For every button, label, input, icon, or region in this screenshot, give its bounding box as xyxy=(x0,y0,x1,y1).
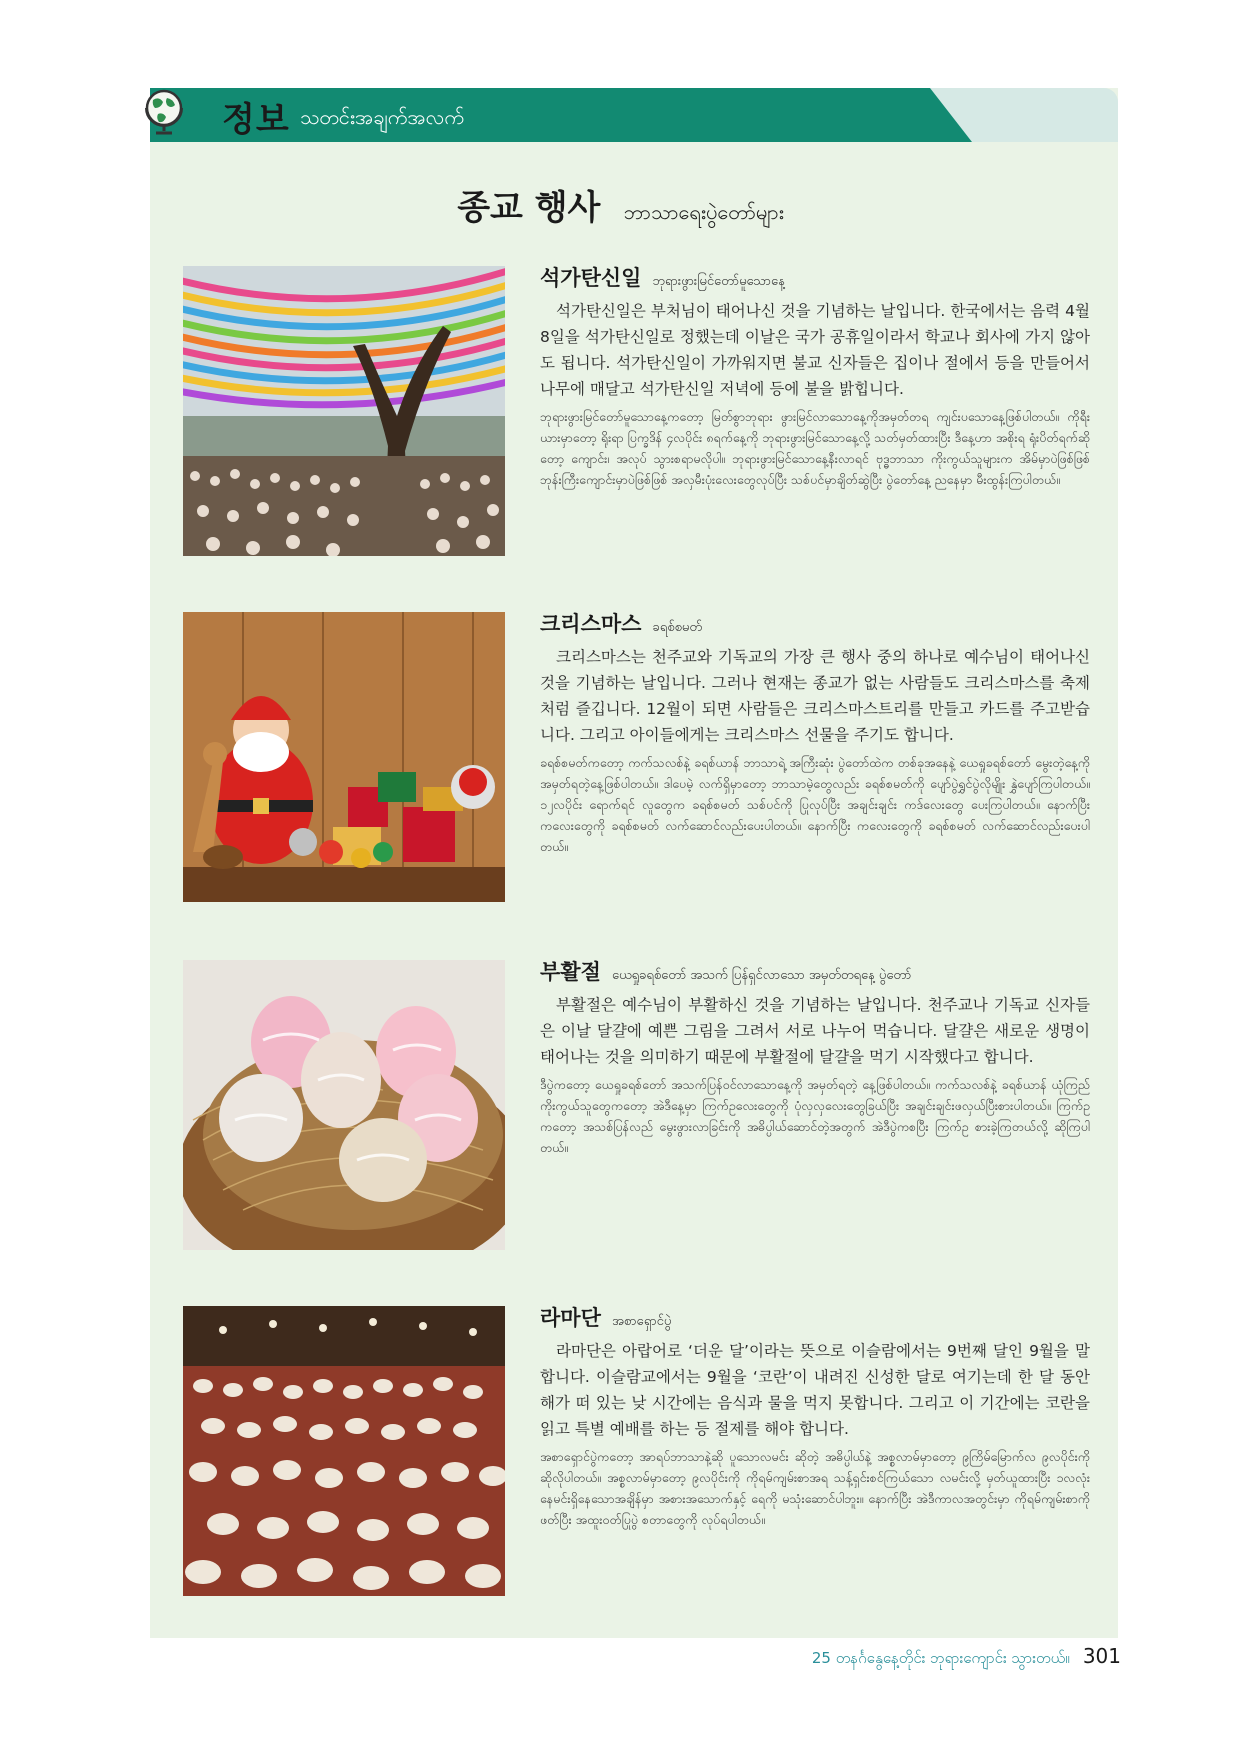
page-title xyxy=(0,180,1241,229)
section-christmas xyxy=(540,608,1090,857)
section-buddha-birthday xyxy=(540,262,1090,490)
section-body-korean: 라마단은 아랍어로 ‘더운 달’이라는 뜻으로 이슬람에서는 9번째 달인 9월을 말합니다. 이슬람교에서는 9월을 ‘코란’이 내려진 신성한 달로 여기는데 한 달 동안 해가 떠 있는 낮 시간에는 음식과 물을 먹지 못합니다. 그리고 이 기간에는 코란을 읽고 특별 예배를 하는 등 절제를 해야 합니다. xyxy=(540,1342,1090,1438)
ramadan-photo xyxy=(183,1306,505,1596)
section-ramadan xyxy=(540,1302,1090,1530)
page-number: 301 xyxy=(1082,1644,1121,1668)
section-body-burmese: အစာရှောင်ပွဲကတော့ အာရပ်ဘာသာနဲ့ဆို ပူသောလမင်း ဆိုတဲ့ အဓိပ္ပါယ်နဲ့ အစ္စလာမ်မှာတော့ ၉ကြိမ်မြောက်လ ၉လပိုင်းကို ဆိုလိုပါတယ်။ အစ္စလာမ်မှာတော့ ၉လပိုင်းကို ကိုရမ်ကျမ်းစာအရ သန့်ရှင်းစင်ကြယ်သော လမင်းလို့ မှတ်ယူထားပြီး ၁လလုံး နေမင်းရှိနေသောအချိန်မှာ အစားအသောက်နှင့် ရေကို မသုံးဆောင်ပါဘူး။ နောက်ပြီး အဲဒီကာလအတွင်းမှာ ကိုရမ်ကျမ်းစာကို ဖတ်ပြီး အထူးဝတ်ပြုပွဲ စတာတွေကို လုပ်ရပါတယ်။ xyxy=(540,1449,1090,1527)
christmas-photo xyxy=(183,612,505,902)
section-heading xyxy=(540,262,1090,292)
banner-green-band xyxy=(150,88,1118,142)
banner-subtitle: သတင်းအချက်အလက် xyxy=(300,105,465,129)
section-title-korean: 크리스마스 xyxy=(540,612,642,636)
section-title-korean: 부활절 xyxy=(540,960,601,984)
section-heading xyxy=(540,956,1090,986)
section-heading xyxy=(540,1302,1090,1332)
section-body-burmese: ဒီပွဲကတော့ ယေရှုခရစ်တော် အသက်ပြန်ဝင်လာသောနေ့ကို အမှတ်ရတဲ့ နေ့ဖြစ်ပါတယ်။ ကက်သလစ်နဲ့ ခရစ်ယာန် ယုံကြည်ကိုးကွယ်သူတွေကတော့ အဲဒီနေ့မှာ ကြက်ဥလေးတွေကို ပုံလှလှလေးတွေခြယ်ပြီး အချင်းချင်းဖလှယ်ပြီးစားပါတယ်။ ကြက်ဥကတော့ အသစ်ပြန်လည် မွေးဖွားလာခြင်းကို အဓိပ္ပါယ်ဆောင်တဲ့အတွက် အဲဒီပွဲကစပြီး ကြက်ဥ စားခဲ့ကြတယ်လို့ ဆိုကြပါတယ်။ xyxy=(540,1077,1090,1155)
globe-icon xyxy=(143,88,185,138)
section-title-korean: 라마단 xyxy=(540,1306,601,1330)
page-footer xyxy=(812,1644,1121,1671)
page-title-korean: 종교 행사 xyxy=(457,188,601,228)
section-body-burmese: ဘုရားဖွားမြင်တော်မူသောနေ့ကတော့ မြတ်စွာဘုရား ဖွားမြင်လာသောနေ့ကိုအမှတ်တရ ကျင်းပသောနေ့ဖြစ်ပါတယ်။ ကိုရီးယားမှာတော့ ရိုးရာ ပြက္ခဒိန် ၄လပိုင်း ၈ရက်နေ့ကို ဘုရားဖွားမြင်သောနေ့လို့ သတ်မှတ်ထားပြီး ဒီနေ့ဟာ အစိုးရ ရုံးပိတ်ရက်ဆိုတော့ ကျောင်း၊ အလုပ် သွားစရာမလိုပါ။ ဘုရားဖွားမြင်သောနေ့နီးလာရင် ဗုဒ္ဓဘာသာ ကိုးကွယ်သူများက အိမ်မှာပဲဖြစ်ဖြစ် ဘုန်းကြီးကျောင်းမှာပဲဖြစ်ဖြစ် အလှမီးပုံးလေးတွေလုပ်ပြီး သစ်ပင်မှာချိတ်ဆွဲပြီး ပွဲတော်နေ့ ညနေမှာ မီးထွန်းကြပါတယ်။ xyxy=(540,409,1090,487)
section-body-korean: 크리스마스는 천주교와 기독교의 가장 큰 행사 중의 하나로 예수님이 태어나신 것을 기념하는 날입니다. 그러나 현재는 종교가 없는 사람들도 크리스마스를 축제처럼 즐깁니다. 12월이 되면 사람들은 크리스마스트리를 만들고 카드를 주고받습니다. 그리고 아이들에게는 크리스마스 선물을 주기도 합니다. xyxy=(540,648,1090,744)
easter-photo xyxy=(183,960,505,1250)
section-body-korean: 부활절은 예수님이 부활하신 것을 기념하는 날입니다. 천주교나 기독교 신자들은 이날 달걀에 예쁜 그림을 그려서 서로 나누어 먹습니다. 달걀은 새로운 생명이 태어나는 것을 의미하기 때문에 부활절에 달걀을 먹기 시작했다고 합니다. xyxy=(540,996,1090,1066)
header-banner xyxy=(150,88,1118,142)
section-body-korean: 석가탄신일은 부처님이 태어나신 것을 기념하는 날입니다. 한국에서는 음력 4월 8일을 석가탄신일로 정했는데 이날은 국가 공휴일이라서 학교나 회사에 가지 않아도 됩니다. 석가탄신일이 가까워지면 불교 신자들은 집이나 절에서 등을 만들어서 나무에 매달고 석가탄신일 저녁에 등에 불을 밝힙니다. xyxy=(540,302,1090,398)
footer-text: 25 တနင်္ဂနွေနေ့တိုင်း ဘုရားကျောင်း သွားတယ်။ xyxy=(811,1649,1070,1667)
section-easter xyxy=(540,956,1090,1158)
section-title-burmese: ခရစ်စမတ် xyxy=(652,620,703,635)
section-body-burmese: ခရစ်စမတ်ကတော့ ကက်သလစ်နဲ့ ခရစ်ယာန် ဘာသာရဲ့ အကြီးဆုံး ပွဲတော်ထဲက တစ်ခုအနေနဲ့ ယေရှုခရစ်တော် မွေးတဲ့နေ့ကို အမှတ်ရတဲ့နေ့ဖြစ်ပါတယ်။ ဒါပေမဲ့ လက်ရှိမှာတော့ ဘာသာမဲ့တွေလည်း ခရစ်စမတ်ကို ပျော်ပွဲရွှင်ပွဲလိုမျိုး နွှဲပျော်ကြပါတယ်။ ၁၂လပိုင်း ရောက်ရင် လူတွေက ခရစ်စမတ် သစ်ပင်ကို ပြုလုပ်ပြီး အချင်းချင်း ကဒ်လေးတွေ ပေးကြပါတယ်။ နောက်ပြီး ကလေးတွေကို ခရစ်စမတ် လက်ဆောင်လည်းပေးပါတယ်။ နောက်ပြီး ကလေးတွေကို ခရစ်စမတ် လက်ဆောင်လည်းပေးပါတယ်။ xyxy=(540,755,1090,854)
banner-title: 정보 xyxy=(222,100,290,140)
section-title-burmese: အစာရှောင်ပွဲ xyxy=(611,1314,672,1329)
section-heading xyxy=(540,608,1090,638)
section-title-burmese: ယေရှုခရစ်တော် အသက် ပြန်ရှင်လာသော အမှတ်တရနေ့ ပွဲတော် xyxy=(611,968,912,983)
page-title-burmese: ဘာသာရေးပွဲတော်များ xyxy=(623,200,784,224)
buddha-birthday-photo xyxy=(183,266,505,556)
section-title-korean: 석가탄신일 xyxy=(540,266,642,290)
section-title-burmese: ဘုရားဖွားမြင်တော်မူသောနေ့ xyxy=(652,274,785,289)
